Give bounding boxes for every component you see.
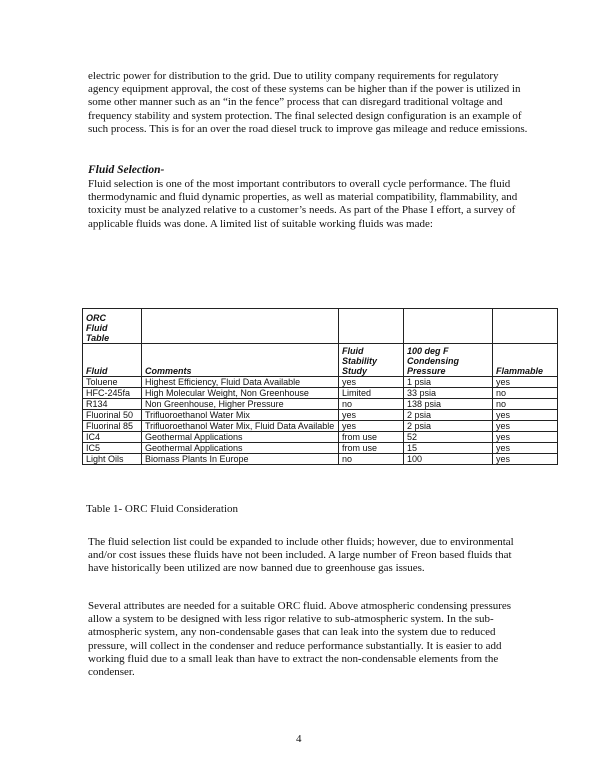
comments-cell: Trifluoroethanol Water Mix — [142, 410, 339, 421]
header-flammable: Flammable — [493, 344, 558, 377]
flammable-cell: yes — [493, 443, 558, 454]
table-row — [83, 388, 558, 399]
comments-cell: Geothermal Applications — [142, 432, 339, 443]
table-title-cell — [83, 309, 142, 344]
pressure-cell: 1 psia — [404, 377, 493, 388]
table-row — [83, 399, 558, 410]
orc-fluid-table — [82, 308, 558, 465]
stability-cell: yes — [339, 410, 404, 421]
table-row — [83, 421, 558, 432]
pressure-cell: 2 psia — [404, 421, 493, 432]
table-header-row — [83, 344, 558, 377]
table-cell — [404, 309, 493, 344]
fluid-cell: Fluorinal 50 — [83, 410, 142, 421]
flammable-cell: yes — [493, 454, 558, 465]
page-number: 4 — [296, 733, 302, 745]
table-cell — [493, 309, 558, 344]
fluid-cell: Toluene — [83, 377, 142, 388]
header-pressure: 100 deg F Condensing Pressure — [404, 344, 493, 377]
stability-cell: no — [339, 454, 404, 465]
stability-cell: no — [339, 399, 404, 410]
fluid-selection-paragraph: Fluid selection is one of the most important contributors to overall cycle performance. The fluid thermodynamic and fluid dynamic properties, as well as material compatibility, flammability, and toxicity must be analyzed relative to a customer’s needs. As part of the Phase I effort, a survey of applicable fluids was done. A limited list of suitable working fluids was made: — [88, 178, 518, 230]
stability-cell: Limited — [339, 388, 404, 399]
fluid-cell: Fluorinal 85 — [83, 421, 142, 432]
table-title-line: Fluid — [86, 323, 108, 333]
header-stability: Fluid Stability Study — [339, 344, 404, 377]
pressure-cell: 2 psia — [404, 410, 493, 421]
pressure-cell: 100 — [404, 454, 493, 465]
table-title-line: Table — [86, 333, 110, 343]
table-title-line: ORC — [86, 313, 106, 323]
comments-cell: Trifluoroethanol Water Mix, Fluid Data Available — [142, 421, 339, 432]
flammable-cell: yes — [493, 432, 558, 443]
comments-cell: Biomass Plants In Europe — [142, 454, 339, 465]
table-row — [83, 410, 558, 421]
stability-cell: yes — [339, 421, 404, 432]
comments-cell: Geothermal Applications — [142, 443, 339, 454]
header-comments: Comments — [142, 344, 339, 377]
pressure-cell: 15 — [404, 443, 493, 454]
stability-cell: yes — [339, 377, 404, 388]
section-heading: Fluid Selection- — [88, 164, 165, 176]
table-row — [83, 377, 558, 388]
flammable-cell: no — [493, 399, 558, 410]
flammable-cell: yes — [493, 377, 558, 388]
fluid-cell: Light Oils — [83, 454, 142, 465]
pressure-cell: 33 psia — [404, 388, 493, 399]
intro-paragraph: electric power for distribution to the grid. Due to utility company requirements for regulatory agency equipment approval, the cost of these systems can be higher than if the power is utilized in some other manner such as an “in the fence” process that can disregard traditional voltage and frequency stability and system protection. The final selected design configuration is an example of such process. This is for an over the road diesel truck to improve gas mileage and reduce emissions. — [88, 70, 528, 135]
table-caption: Table 1- ORC Fluid Consideration — [86, 503, 238, 515]
table-cell — [339, 309, 404, 344]
stability-cell: from use — [339, 432, 404, 443]
flammable-cell: yes — [493, 410, 558, 421]
table-cell — [142, 309, 339, 344]
table-title-row — [83, 309, 558, 344]
flammable-cell: no — [493, 388, 558, 399]
stability-cell: from use — [339, 443, 404, 454]
table-row — [83, 443, 558, 454]
fluid-cell: HFC-245fa — [83, 388, 142, 399]
pressure-cell: 138 psia — [404, 399, 493, 410]
table-row — [83, 454, 558, 465]
pressure-cell: 52 — [404, 432, 493, 443]
flammable-cell: yes — [493, 421, 558, 432]
fluid-cell: IC5 — [83, 443, 142, 454]
fluid-cell: R134 — [83, 399, 142, 410]
table-row — [83, 432, 558, 443]
comments-cell: Highest Efficiency, Fluid Data Available — [142, 377, 339, 388]
expand-paragraph: The fluid selection list could be expanded to include other fluids; however, due to environmental and/or cost issues these fluids have not been included. A large number of Freon based fluids that have historically been utilized are now banned due to greenhouse gas issues. — [88, 536, 514, 575]
attributes-paragraph: Several attributes are needed for a suitable ORC fluid. Above atmospheric condensing pressures allow a system to be designed with less rigor relative to sub-atmospheric system. In the sub-atmospheric system, any non-condensable gases that can leak into the system due to reduced pressure, will collect in the condenser and reduce performance substantially. It is easier to add working fluid due to a small leak than have to extract the non-condensable elements from the condenser. — [88, 600, 512, 679]
comments-cell: Non Greenhouse, Higher Pressure — [142, 399, 339, 410]
header-fluid: Fluid — [83, 344, 142, 377]
fluid-cell: IC4 — [83, 432, 142, 443]
comments-cell: High Molecular Weight, Non Greenhouse — [142, 388, 339, 399]
